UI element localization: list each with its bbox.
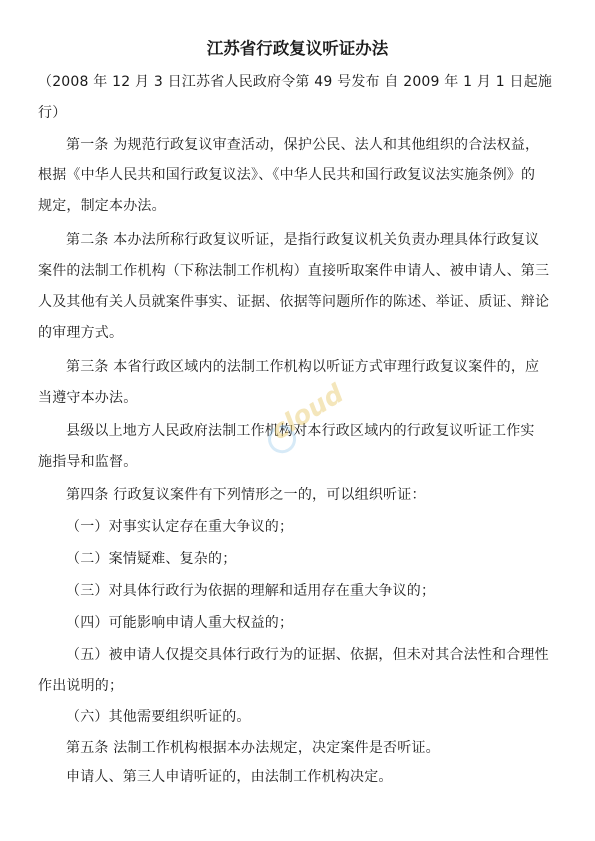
article-4-line: 第四条 行政复议案件有下列情形之一的，可以组织听证：: [66, 487, 426, 503]
article-1-line-1: 第一条 为规范行政复议审查活动，保护公民、法人和其他组织的合法权益，: [66, 137, 540, 153]
article-2-line-3: 人及其他有关人员就案件事实、证据、依据等问题所作的陈述、举证、质证、辩论: [38, 294, 550, 310]
article-3-para-2-line-1: 县级以上地方人民政府法制工作机构对本行政区域内的行政复议听证工作实: [66, 423, 535, 439]
article-4-item-2: （二）案情疑难、复杂的；: [66, 551, 237, 567]
article-4-item-4: （四）可能影响申请人重大权益的；: [66, 615, 294, 631]
article-4-item-6: （六）其他需要组织听证的。: [66, 709, 251, 725]
article-2-line-4: 的审理方式。: [38, 325, 124, 341]
article-3-line-2: 当遵守本办法。: [38, 390, 138, 406]
publication-note-line-1: （2008 年 12 月 3 日江苏省人民政府令第 49 号发布 自 2009 年 1 月 1 日起施: [38, 74, 553, 90]
article-2-line-2: 案件的法制工作机构（下称法制工作机构）直接听取案件申请人、被申请人、第三: [38, 263, 550, 279]
watermark-text: cloud: [265, 378, 350, 447]
watermark-logo: [247, 367, 357, 477]
article-4-item-1: （一）对事实认定存在重大争议的；: [66, 519, 294, 535]
article-4-item-5-line-1: （五）被申请人仅提交具体行政行为的证据、依据，但未对其合法性和合理性: [66, 647, 549, 663]
article-3-line-1: 第三条 本省行政区域内的法制工作机构以听证方式审理行政复议案件的，应: [66, 359, 540, 375]
publication-note-line-2: 行）: [38, 105, 67, 121]
article-4-item-5-line-2: 作出说明的；: [38, 678, 124, 694]
article-4-item-3: （三）对具体行政行为依据的理解和适用存在重大争议的；: [66, 583, 436, 599]
article-1-line-3: 规定，制定本办法。: [38, 198, 166, 214]
article-5-para-2-line: 申请人、第三人申请听证的，由法制工作机构决定。: [66, 769, 393, 785]
article-5-line: 第五条 法制工作机构根据本办法规定，决定案件是否听证。: [66, 740, 440, 756]
article-2-line-1: 第二条 本办法所称行政复议听证，是指行政复议机关负责办理具体行政复议: [66, 232, 540, 248]
article-1-line-2: 根据《中华人民共和国行政复议法》、《中华人民共和国行政复议法实施条例》的: [38, 167, 536, 183]
article-3-para-2-line-2: 施指导和监督。: [38, 454, 138, 470]
document-title: 江苏省行政复议听证办法: [206, 39, 389, 58]
